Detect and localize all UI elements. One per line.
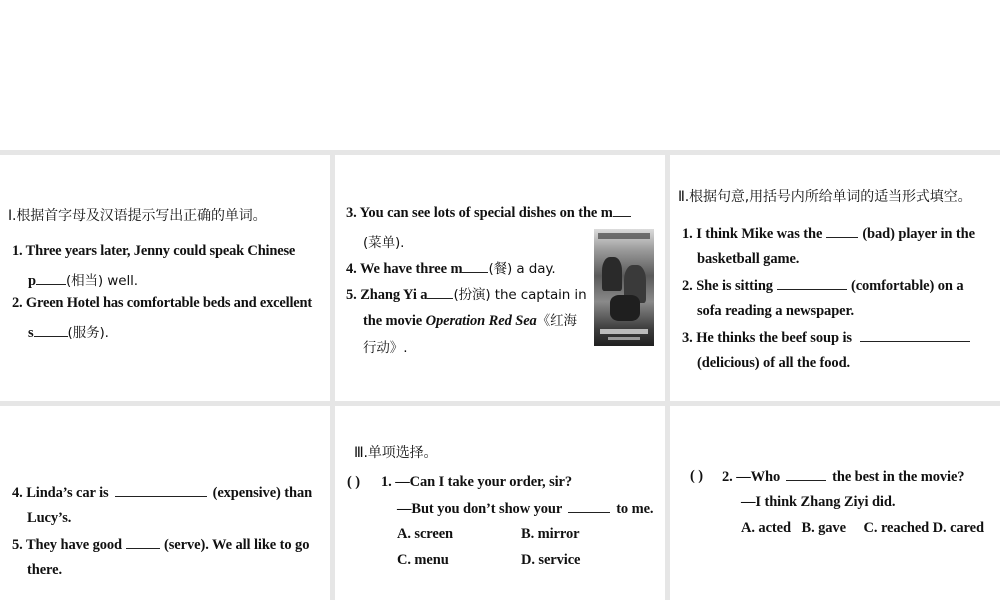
s2-q1-text: 1. I think Mike was the	[682, 226, 823, 242]
s3-q1-paren[interactable]: ( )	[347, 474, 360, 490]
s1-q4-hint: (餐) a day.	[488, 261, 556, 277]
s1-q1-letter: p	[28, 273, 36, 289]
s2-q4-blank[interactable]	[115, 484, 207, 497]
s1-q5-movie-cn: 《红海	[536, 313, 577, 329]
s2-q3-line1	[682, 329, 970, 347]
s1-q5-hint: (扮演) the captain in	[453, 287, 587, 303]
s2-q5-line1	[12, 536, 309, 554]
s2-q3-line2: (delicious) of all the food.	[697, 355, 851, 371]
s2-q1-hint: (bad) player in the	[862, 226, 975, 242]
section3-heading: Ⅲ.单项选择。	[354, 445, 438, 461]
s1-q2-line2	[28, 321, 109, 342]
s1-q5-line2	[363, 309, 577, 330]
s1-q3-text: 3. You can see lots of special dishes on the m	[346, 205, 613, 221]
s3-q1-line1: 1. —Can I take your order, sir?	[381, 474, 573, 490]
s1-q4-text: 4. We have three m	[346, 261, 463, 277]
s1-q4-line	[346, 257, 556, 278]
s2-q3-text: 3. He thinks the beef soup is	[682, 330, 852, 346]
s2-q1-blank[interactable]	[826, 225, 858, 238]
s2-q5-text: 5. They have good	[12, 537, 123, 553]
s3-q1-option-c[interactable]: C. menu	[397, 552, 449, 568]
s1-q4-blank[interactable]	[462, 260, 488, 273]
s2-q1-line1	[682, 225, 975, 243]
s3-q2-line2: —I think Zhang Ziyi did.	[741, 494, 896, 510]
s3-q1-blank[interactable]	[568, 500, 610, 513]
s1-q2-letter: s	[28, 325, 34, 341]
s3-q1-line2	[397, 500, 653, 518]
section1-heading: Ⅰ.根据首字母及汉语提示写出正确的单词。	[8, 208, 267, 224]
s2-q4-line2: Lucy’s.	[27, 510, 72, 526]
s3-q1-option-b[interactable]: B. mirror	[521, 526, 580, 542]
s2-q2-hint: (comfortable) on a	[850, 278, 964, 294]
s2-q5-line2: there.	[27, 562, 62, 578]
s2-q2-line2: sofa reading a newspaper.	[697, 303, 855, 319]
s3-q2-line1	[722, 468, 964, 486]
s1-q2-blank[interactable]	[34, 324, 68, 337]
s3-q1-tail: to me.	[616, 501, 654, 517]
s3-q1-option-a[interactable]: A. screen	[397, 526, 454, 542]
s1-q5-blank[interactable]	[427, 286, 453, 299]
s3-q2-blank[interactable]	[786, 468, 826, 481]
s1-q3-blank[interactable]	[613, 204, 631, 217]
section2-heading: Ⅱ.根据句意,用括号内所给单词的适当形式填空。	[678, 189, 972, 205]
s1-q1-hint: (相当) well.	[65, 273, 138, 289]
s2-q2-line1	[682, 277, 964, 295]
s3-q1-text: —But you don’t show your	[397, 501, 563, 517]
s2-q5-blank[interactable]	[126, 536, 160, 549]
s1-q1-blank[interactable]	[36, 272, 66, 285]
s1-q5-movie-prefix: the movie	[363, 313, 426, 329]
s3-q2-tail: the best in the movie?	[832, 469, 965, 485]
s2-q2-blank[interactable]	[777, 277, 847, 290]
s1-q5-movie-title: Operation Red Sea	[425, 313, 537, 329]
s2-q1-line2: basketball game.	[697, 251, 800, 267]
s1-q5-line3: 行动》.	[363, 340, 408, 356]
s2-q3-blank[interactable]	[860, 329, 970, 342]
s2-q2-text: 2. She is sitting	[682, 278, 773, 294]
s3-q1-option-d[interactable]: D. service	[521, 552, 581, 568]
s1-q2-line1: 2. Green Hotel has comfortable beds and excellent	[12, 295, 313, 311]
s1-q2-hint: (服务).	[67, 325, 109, 341]
s2-q5-hint: (serve). We all like to go	[164, 537, 310, 553]
s2-q4-line1	[12, 484, 312, 502]
s1-q1-line2	[28, 269, 138, 290]
s3-q2-text: 2. —Who	[722, 469, 781, 485]
s3-q2-paren[interactable]: ( )	[690, 468, 703, 484]
s2-q4-hint: (expensive) than	[212, 485, 313, 501]
movie-poster-image	[594, 229, 654, 346]
s2-q4-text: 4. Linda’s car is	[12, 485, 109, 501]
s1-q3-line1	[346, 204, 631, 222]
s1-q1-line1: 1. Three years later, Jenny could speak Chinese	[12, 243, 296, 259]
s3-q2-options[interactable]: A. acted B. gave C. reached D. cared	[741, 520, 984, 536]
s1-q3-line2: (菜单).	[363, 235, 405, 251]
s1-q5-line1	[346, 283, 587, 304]
s1-q5-text: 5. Zhang Yi a	[346, 287, 428, 303]
